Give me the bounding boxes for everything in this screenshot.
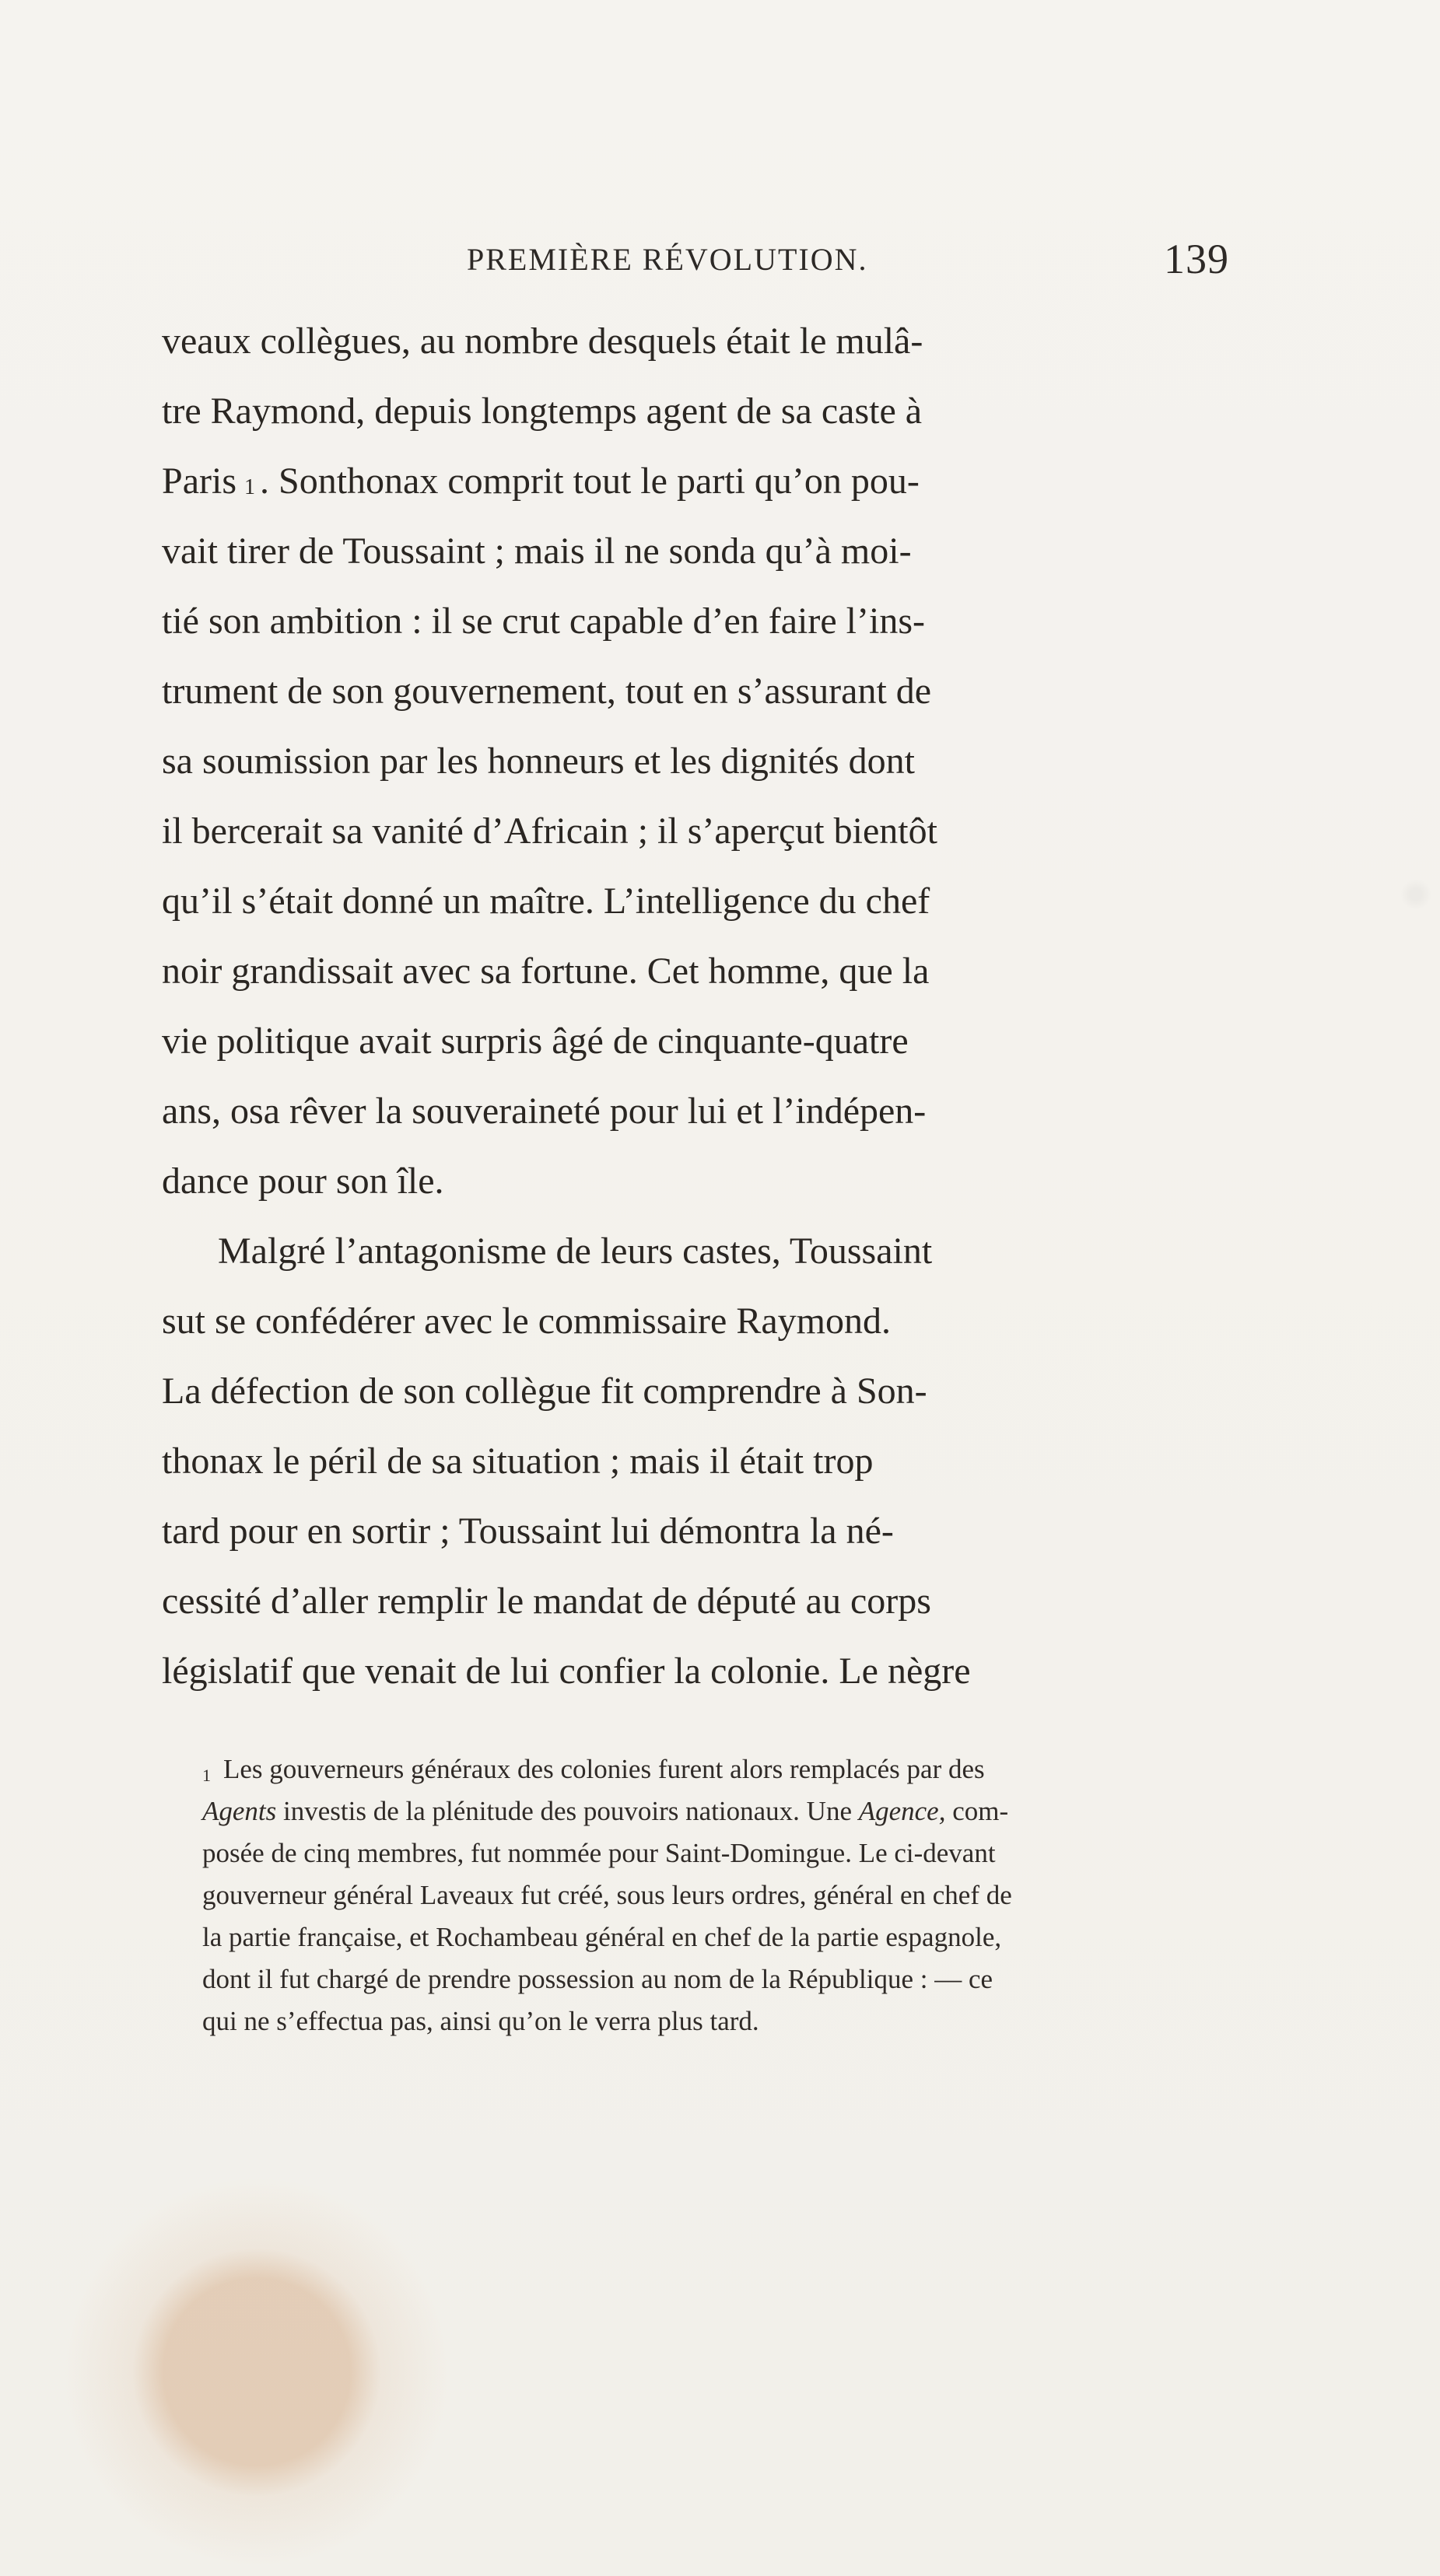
body-line: dance pour son île.	[162, 1160, 444, 1202]
footnote-line: dont il fut chargé de prendre possession au nom de la République : — ce	[202, 1964, 993, 1994]
body-line: tard pour en sortir ; Toussaint lui démontra la né-	[162, 1510, 894, 1552]
footnote-line	[202, 1748, 1214, 1790]
footnote-line: la partie française, et Rochambeau général en chef de la partie espagnole,	[202, 1922, 1002, 1952]
footnote-text: investis de la plénitude des pouvoirs nationaux. Une	[283, 1796, 852, 1826]
body-line: législatif que venait de lui confier la colonie. Le nègre	[162, 1650, 971, 1692]
italic-term: Agence,	[858, 1796, 946, 1826]
body-line: tié son ambition : il se crut capable d’en faire l’ins-	[162, 600, 925, 642]
footnote-reference: 1	[244, 475, 255, 499]
running-head: PREMIÈRE RÉVOLUTION.	[467, 242, 868, 277]
body-line: il bercerait sa vanité d’Africain ; il s’aperçut bientôt	[162, 810, 937, 852]
body-line: noir grandissait avec sa fortune. Cet homme, que la	[162, 950, 930, 992]
page-number: 139	[1164, 236, 1229, 282]
footnote-line	[202, 1790, 1214, 1832]
footnote-text: Les gouverneurs généraux des colonies furent alors remplacés par des	[223, 1754, 985, 1784]
footnote-line: posée de cinq membres, fut nommée pour Saint-Domingue. Le ci-devant	[202, 1838, 996, 1868]
body-line: thonax le péril de sa situation ; mais il était trop	[162, 1440, 874, 1482]
body-line: vait tirer de Toussaint ; mais il ne sonda qu’à moi-	[162, 530, 912, 572]
body-line	[162, 446, 1220, 516]
body-line: veaux collègues, au nombre desquels était le mulâ-	[162, 320, 923, 362]
footnote-line: gouverneur général Laveaux fut créé, sous leurs ordres, général en chef de	[202, 1880, 1012, 1910]
footnote-marker: 1	[202, 1766, 211, 1785]
body-text	[162, 306, 1220, 1706]
body-line: trument de son gouvernement, tout en s’assurant de	[162, 670, 932, 712]
page-header	[467, 235, 1229, 289]
body-line: qu’il s’était donné un maître. L’intelligence du chef	[162, 880, 930, 922]
body-line: sa soumission par les honneurs et les dignités dont	[162, 740, 915, 782]
body-line: tre Raymond, depuis longtemps agent de sa caste à	[162, 390, 923, 432]
body-line: vie politique avait surpris âgé de cinquante-quatre	[162, 1020, 909, 1062]
body-line-end: . Sonthonax comprit tout le parti qu’on pou-	[260, 460, 920, 502]
italic-term: Agents	[202, 1796, 277, 1826]
footnote	[202, 1748, 1214, 2042]
body-line: Malgré l’antagonisme de leurs castes, Toussaint	[218, 1230, 933, 1272]
footnote-text: com-	[952, 1796, 1009, 1826]
body-line: sut se confédérer avec le commissaire Raymond.	[162, 1300, 891, 1342]
body-line: La défection de son collègue fit comprendre à Son-	[162, 1370, 927, 1412]
body-line: ans, osa rêver la souveraineté pour lui et l’indépen-	[162, 1090, 927, 1132]
footnote-line: qui ne s’effectua pas, ainsi qu’on le verra plus tard.	[202, 2006, 759, 2036]
body-line-start: Paris	[162, 460, 236, 502]
body-line: cessité d’aller remplir le mandat de député au corps	[162, 1580, 931, 1622]
